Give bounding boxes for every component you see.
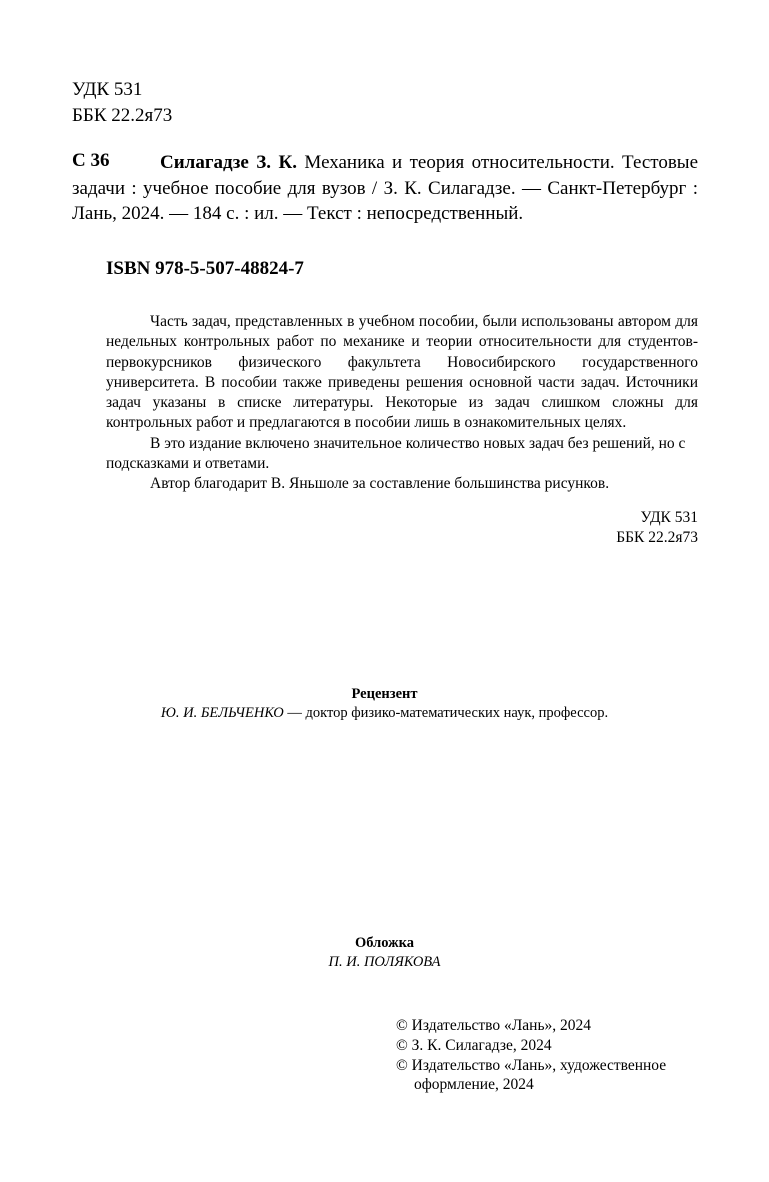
author-name: Силагадзе З. К. [160, 152, 297, 173]
reviewer-heading: Рецензент [351, 686, 418, 702]
annotation-paragraph: В это издание включено значительное количество новых задач без решений, но с подсказками и ответами. [106, 434, 686, 473]
isbn: ISBN 978-5-507-48824-7 [106, 258, 304, 279]
cover-heading: Обложка [354, 935, 415, 951]
annotation-paragraph: Часть задач, представленных в учебном пособии, были использованы автором для недельных контрольных работ по механике и теории относительности для студентов-первокурсников физического факультета Новосибирского государственного университета. В пособии также приведены решения основной части задач. Источники задач указаны в списке литературы. Некоторые из задач слишком сложны для контрольных работ и предлагаются в пособии лишь в ознакомительных целях. [106, 313, 698, 432]
copyright-line: © Издательство «Лань», художественное оформление, 2024 [396, 1056, 667, 1094]
annotation-bbk: ББК 22.2я73 [616, 529, 698, 547]
reviewer-line [0, 704, 769, 723]
reviewer-details: — доктор физико-математических наук, профессор. [283, 705, 609, 721]
catalog-code: С 36 [72, 150, 110, 171]
copyright-block [396, 1016, 706, 1095]
annotation-udk: УДК 531 [640, 509, 698, 526]
annotation [106, 312, 698, 495]
copyright-line: © З. К. Силагадзе, 2024 [396, 1036, 552, 1054]
annotation-paragraph: Автор благодарит В. Яньшоле за составление большинства рисунков. [150, 475, 610, 493]
cover-block [0, 934, 769, 972]
reviewer-block [0, 685, 769, 723]
annotation-codes [616, 508, 698, 549]
header-bbk: ББК 22.2я73 [72, 105, 173, 126]
bibliographic-description [72, 150, 698, 227]
header-udk: УДК 531 [72, 79, 143, 100]
book-description: Механика и теория относительности. Тестовые задачи : учебное пособие для вузов / З. К. Силагадзе. — Санкт-Петербург : Лань, 2024. — 184 с. : ил. — Текст : непосредственный. [72, 152, 699, 224]
copyright-line: © Издательство «Лань», 2024 [396, 1017, 592, 1034]
reviewer-name: Ю. И. БЕЛЬЧЕНКО [160, 705, 284, 721]
cover-designer: П. И. ПОЛЯКОВА [328, 954, 441, 970]
